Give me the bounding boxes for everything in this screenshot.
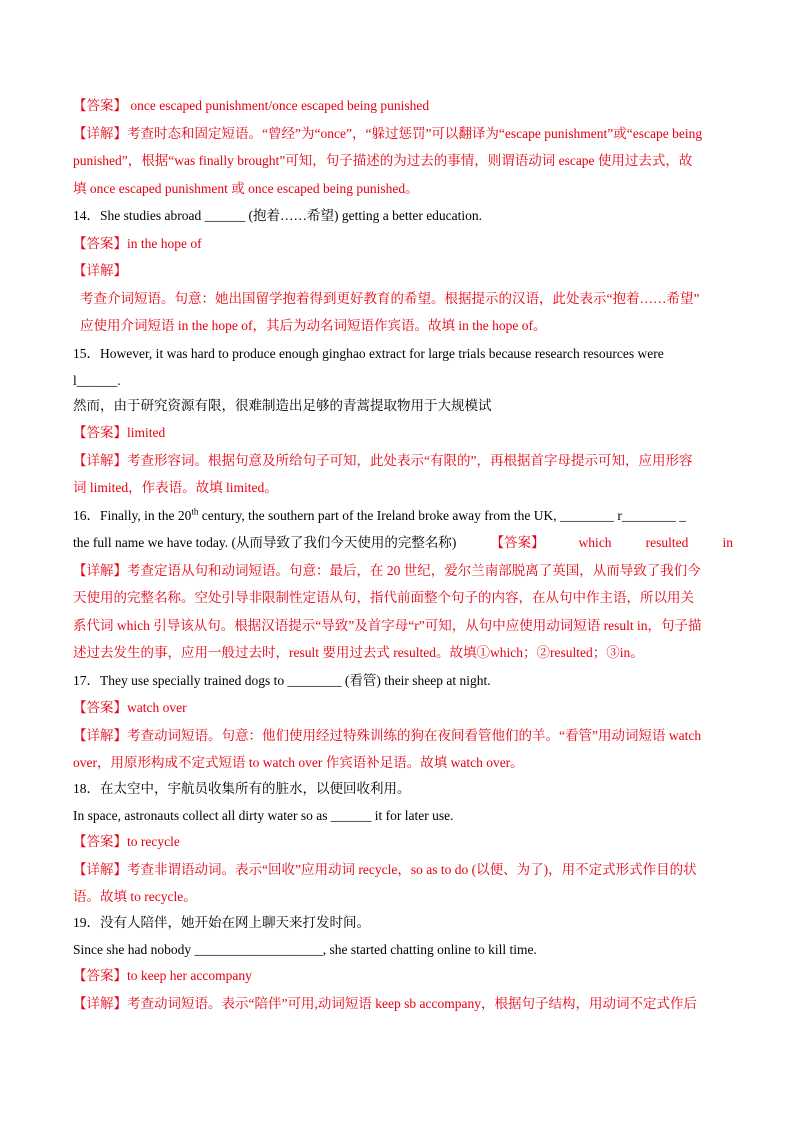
explanation-18-line-2: 语。故填 to recycle。 [73,889,197,904]
question-15-line-2: l______. [73,373,121,388]
answer-16-word-2: resulted [645,535,689,550]
explanation-16-line-1: 【详解】考查定语从句和动词短语。句意：最后，在 20 世纪，爱尔兰南部脱离了英国，从而导致了我们今 [73,563,701,578]
question-16-part-a: 16．Finally, in the 20 [73,508,192,523]
question-19-chinese: 19．没有人陪伴，她开始在网上聊天来打发时间。 [73,915,370,930]
explanation-13-line-3: 填 once escaped punishment 或 once escaped being punished。 [73,181,419,196]
explanation-18-line-1: 【详解】考查非谓语动词。表示“回收”应用动词 recycle，so as to do (以便、为了)，用不定式形式作目的状 [73,862,697,877]
answer-15: 【答案】limited [73,425,166,440]
answer-19: 【答案】to keep her accompany [73,968,252,983]
question-17: 17．They use specially trained dogs to ________ (看管) their sheep at night. [73,673,491,688]
explanation-15-line-1: 【详解】考查形容词。根据句意及所给句子可知，此处表示“有限的”，再根据首字母提示可知，应用形容 [73,453,693,468]
explanation-16-line-4: 述过去发生的事，应用一般过去时，result 要用过去式 resulted。故填①which；②resulted；③in。 [73,645,644,660]
question-16-line-1 [73,507,733,525]
question-16-line-2 [73,534,733,552]
answer-14: 【答案】in the hope of [73,236,202,251]
question-14: 14．She studies abroad ______ (抱着……希望) getting a better education. [73,208,483,223]
question-18-chinese: 18．在太空中，宇航员收集所有的脏水，以便回收利用。 [73,781,411,796]
question-16-line-2-text: the full name we have today. (从而导致了我们今天使用的完整名称) [73,535,457,550]
answer-13: 【答案】 once escaped punishment/once escaped being punished [73,98,430,113]
superscript-th: th [191,506,199,517]
explanation-14-label: 【详解】 [73,263,127,278]
explanation-14-line-1: 考查介词短语。句意：她出国留学抱着得到更好教育的希望。根据提示的汉语，此处表示“抱着……希望” [80,291,700,306]
question-15-line-1: 15．However, it was hard to produce enough ginghao extract for large trials because research resources were [73,346,664,361]
answer-16-word-3: in [722,535,733,550]
answer-16-label: 【答案】 [490,535,545,550]
explanation-16-line-3: 系代词 which 引导该从句。根据汉语提示“导致”及首字母“r”可知，从句中应使用动词短语 result in，句子描 [73,618,702,633]
question-19-english: Since she had nobody ___________________, she started chatting online to kill time. [73,942,537,957]
explanation-15-line-2: 词 limited，作表语。故填 limited。 [73,480,278,495]
answer-16-word-1: which [578,535,612,550]
explanation-17-line-1: 【详解】考查动词短语。句意：他们使用经过特殊训练的狗在夜间看管他们的羊。“看管”用动词短语 watch [73,728,702,743]
question-18-english: In space, astronauts collect all dirty water so as ______ it for later use. [73,808,454,823]
question-15-translation: 然而，由于研究资源有限，很难制造出足够的青蒿提取物用于大规模试 [73,398,492,413]
explanation-13-line-2: punished”，根据“was finally brought”可知，句子描述的为过去的事情，则谓语动词 escape 使用过去式，故 [73,153,693,168]
answer-17: 【答案】watch over [73,700,187,715]
explanation-17-line-2: over，用原形构成不定式短语 to watch over 作宾语补足语。故填 watch over。 [73,755,524,770]
explanation-14-line-2: 应使用介词短语 in the hope of，其后为动名词短语作宾语。故填 in the hope of。 [80,318,547,333]
explanation-13-line-1: 【详解】考查时态和固定短语。“曾经”为“once”，“躲过惩罚”可以翻译为“escape punishment”或“escape being [73,126,703,141]
question-16-part-b: century, the southern part of the Ireland broke away from the UK, ________ r________ _ [198,508,687,523]
answer-18: 【答案】to recycle [73,834,180,849]
explanation-19-line-1: 【详解】考查动词短语。表示“陪伴”可用,动词短语 keep sb accompany，根据句子结构，用动词不定式作后 [73,996,697,1011]
explanation-16-line-2: 天使用的完整名称。空处引导非限制性定语从句，指代前面整个句子的内容，在从句中作主语，所以用关 [73,590,694,605]
